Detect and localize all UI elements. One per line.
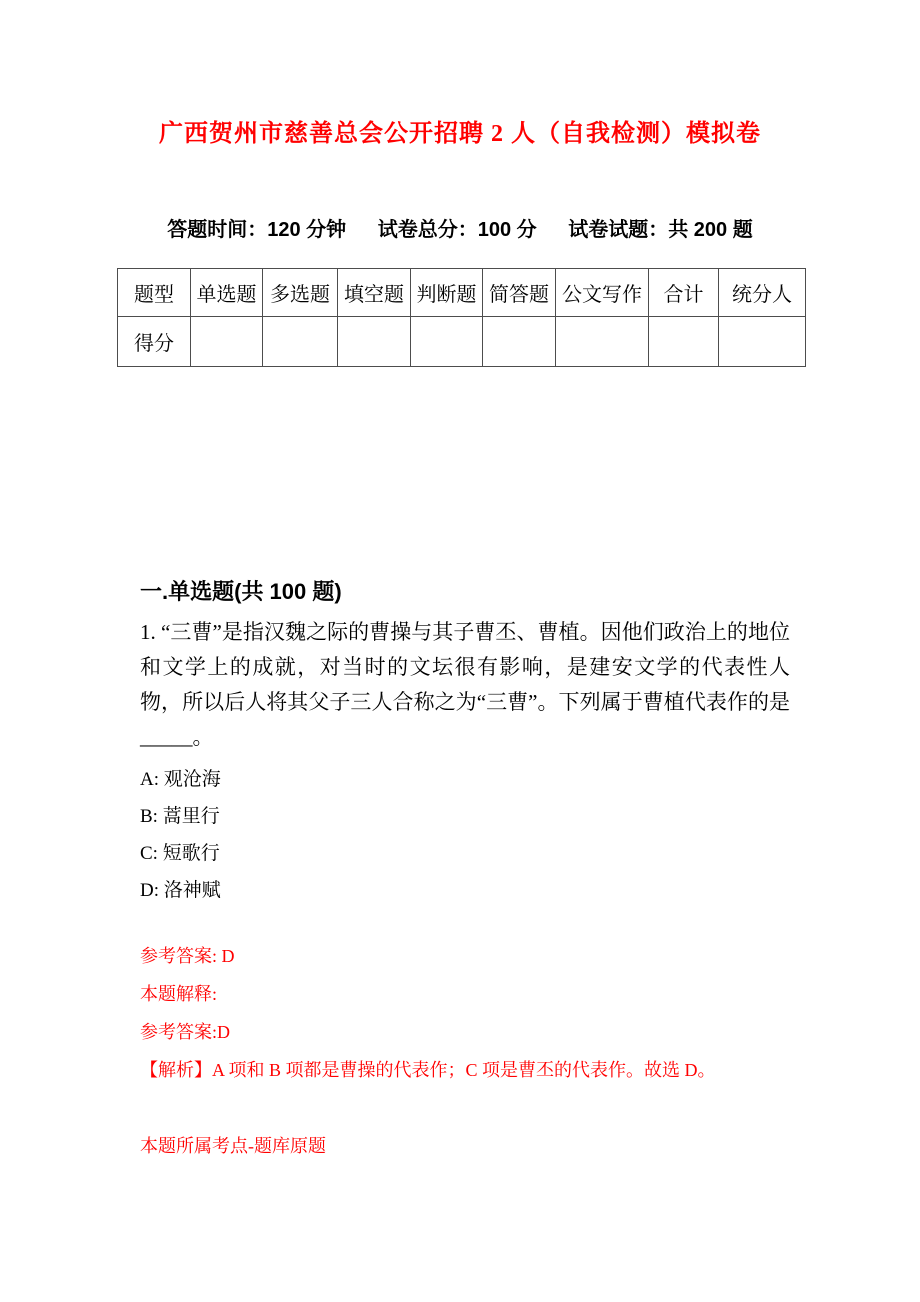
section-heading: 一.单选题(共 100 题) [140,579,342,604]
col-header-short-answer: 简答题 [483,269,556,317]
option-a: A: 观沧海 [140,769,221,790]
answer-block [140,937,790,1089]
option-b: B: 蒿里行 [140,806,220,827]
score-table-score-row [118,317,806,367]
score-cell-empty [649,317,719,367]
col-header-fill-blank: 填空题 [338,269,411,317]
col-header-official-writing: 公文写作 [556,269,649,317]
col-header-multi-choice: 多选题 [263,269,338,317]
score-cell-empty [719,317,806,367]
meta-total-score: 试卷总分：100 分 [377,219,537,241]
col-header-true-false: 判断题 [411,269,483,317]
score-cell-empty [191,317,263,367]
score-cell-empty [556,317,649,367]
score-cell-empty [483,317,556,367]
score-cell-empty [338,317,411,367]
question-stem: 1. “三曹”是指汉魏之际的曹操与其子曹丕、曹植。因他们政治上的地位和文学上的成就，对当时的文坛很有影响，是建安文学的代表性人物，所以后人将其父子三人合称之为“三曹”。下列属于曹植代表作的是_____。 [140,620,790,749]
explanation-label: 本题解释: [140,984,218,1004]
col-header-total: 合计 [649,269,719,317]
meta-question-count: 试卷试题：共 200 题 [568,219,753,241]
reference-answer-line-2: 参考答案:D [140,1022,230,1042]
score-row-label: 得分 [118,317,191,367]
option-c: C: 短歌行 [140,843,220,864]
option-d: D: 洛神赋 [140,880,221,901]
col-header-question-type: 题型 [118,269,191,317]
score-table [117,268,806,367]
col-header-single-choice: 单选题 [191,269,263,317]
score-cell-empty [263,317,338,367]
score-table-header-row [118,269,806,317]
analysis-text: 【解析】A 项和 B 项都是曹操的代表作；C 项是曹丕的代表作。故选 D。 [140,1060,716,1080]
page-title: 广西贺州市慈善总会公开招聘 2 人（自我检测）模拟卷 [159,121,761,147]
score-cell-empty [411,317,483,367]
exam-meta-line [0,216,920,244]
col-header-score-counter: 统分人 [719,269,806,317]
meta-answer-time: 答题时间：120 分钟 [167,219,347,241]
reference-answer-line: 参考答案: D [140,946,235,966]
options-list [140,761,920,909]
topic-source: 本题所属考点-题库原题 [140,1136,326,1156]
